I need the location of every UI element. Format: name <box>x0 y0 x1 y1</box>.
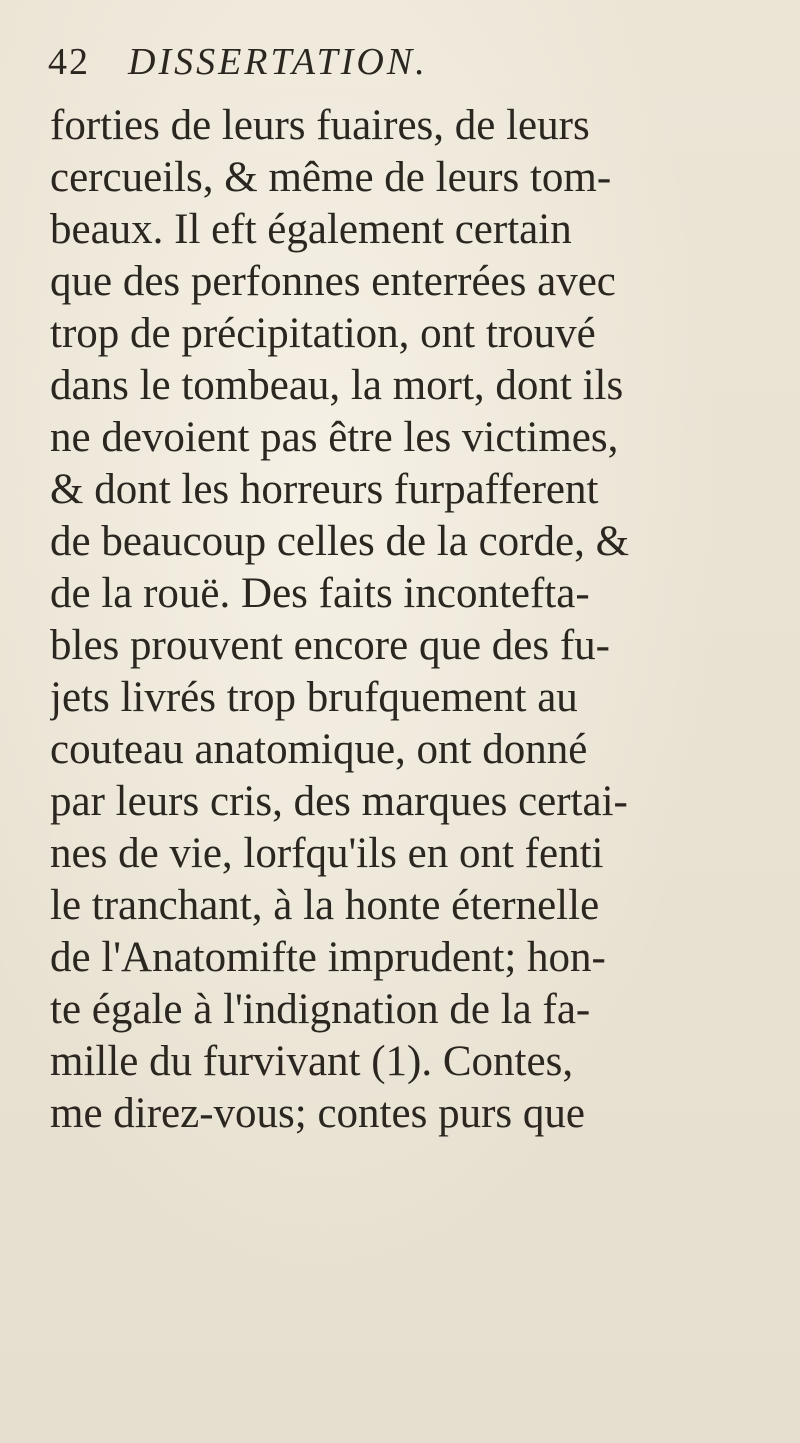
text-line: trop de précipitation, ont trouvé <box>50 310 596 357</box>
text-line: & dont les horreurs furpafferent <box>50 466 599 513</box>
text-line: de la rouë. Des faits incontefta- <box>50 570 590 617</box>
text-line: cercueils, & même de leurs tom- <box>50 154 612 201</box>
text-line: dans le tombeau, la mort, dont ils <box>50 362 624 409</box>
text-line: te égale à l'indignation de la fa- <box>50 986 591 1033</box>
text-line: me direz-vous; contes purs que <box>50 1090 585 1137</box>
text-line: de l'Anatomifte imprudent; hon- <box>50 934 606 981</box>
text-line: le tranchant, à la honte éternelle <box>50 882 600 929</box>
text-line: bles prouvent encore que des fu- <box>50 622 610 669</box>
page-number: 42 <box>48 41 90 83</box>
text-line: beaux. Il eft également certain <box>50 206 572 253</box>
text-line: jets livrés trop brufquement au <box>50 674 578 721</box>
text-line: que des perfonnes enterrées avec <box>50 258 616 305</box>
page-header <box>48 40 428 84</box>
text-line: forties de leurs fuaires, de leurs <box>50 102 590 149</box>
text-line: mille du furvivant (1). Contes, <box>50 1038 574 1085</box>
text-line: ne devoient pas être les victimes, <box>50 414 619 461</box>
text-line: couteau anatomique, ont donné <box>50 726 588 773</box>
body-text <box>50 100 790 1140</box>
text-line: nes de vie, lorfqu'ils en ont fenti <box>50 830 604 877</box>
running-title: DISSERTATION. <box>128 41 428 83</box>
text-line: par leurs cris, des marques certai- <box>50 778 628 825</box>
text-line: de beaucoup celles de la corde, & <box>50 518 630 565</box>
